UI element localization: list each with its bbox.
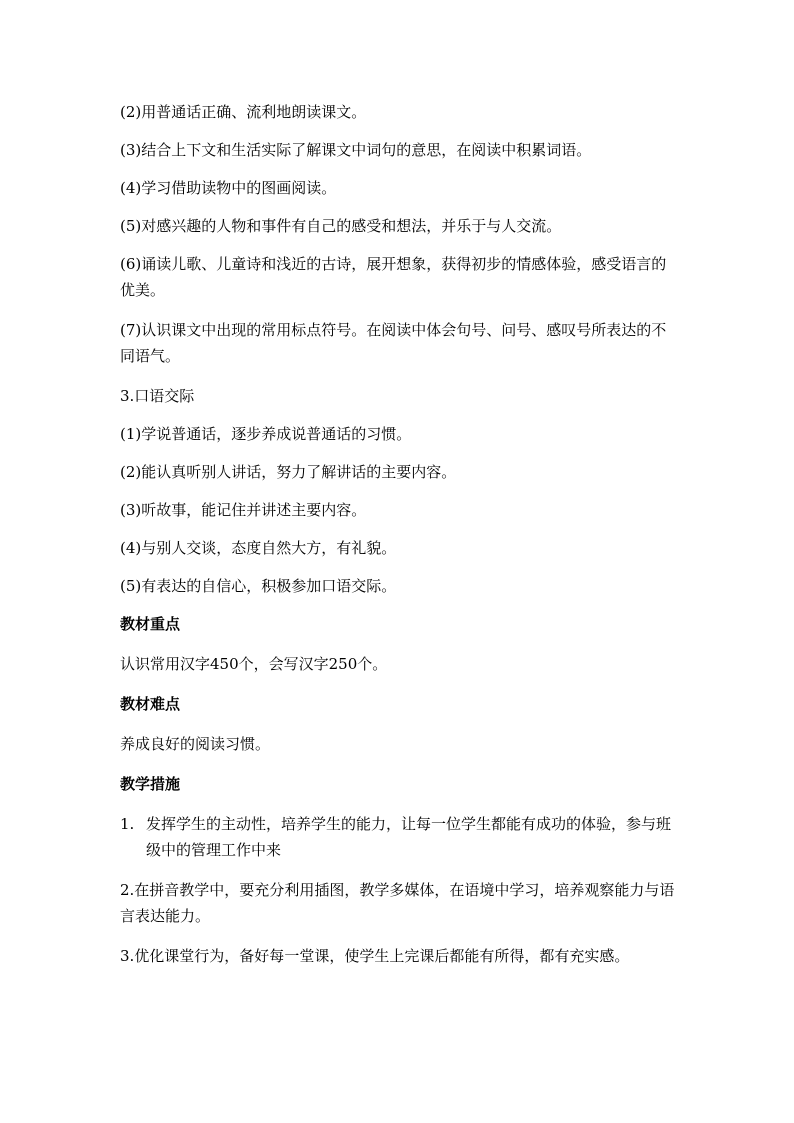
key-points-text: 认识常用汉字450个，会写汉字250个。 <box>120 655 388 673</box>
oral-section-title: 3.口语交际 <box>120 387 195 405</box>
document-page <box>120 99 676 983</box>
measure-item-1-number: 1. <box>120 815 135 833</box>
reading-item-2: (2)用普通话正确、流利地朗读课文。 <box>120 103 367 121</box>
measure-item-1 <box>120 811 676 863</box>
measure-item-3: 3.优化课堂行为，备好每一堂课，使学生上完课后都能有所得，都有充实感。 <box>120 947 630 965</box>
key-points-heading: 教材重点 <box>120 615 181 633</box>
measure-item-1-text: 发挥学生的主动性，培养学生的能力，让每一位学生都能有成功的体验，参与班级中的管理工作中来 <box>146 815 672 859</box>
oral-item-4: (4)与别人交谈，态度自然大方，有礼貌。 <box>120 539 397 557</box>
reading-item-5: (5)对感兴趣的人物和事件有自己的感受和想法，并乐于与人交流。 <box>120 217 562 235</box>
difficult-points-text: 养成良好的阅读习惯。 <box>120 735 271 753</box>
oral-item-2: (2)能认真听别人讲话，努力了解讲话的主要内容。 <box>120 463 457 481</box>
reading-item-3: (3)结合上下文和生活实际了解课文中词句的意思，在阅读中积累词语。 <box>120 141 592 159</box>
measures-heading: 教学措施 <box>120 775 181 793</box>
difficult-points-heading: 教材难点 <box>120 695 181 713</box>
oral-item-5: (5)有表达的自信心，积极参加口语交际。 <box>120 577 397 595</box>
reading-item-6: (6)诵读儿歌、儿童诗和浅近的古诗，展开想象，获得初步的情感体验，感受语言的优美。 <box>120 255 667 299</box>
reading-item-7: (7)认识课文中出现的常用标点符号。在阅读中体会句号、问号、感叹号所表达的不同语气。 <box>120 321 667 365</box>
oral-item-3: (3)听故事，能记住并讲述主要内容。 <box>120 501 367 519</box>
oral-item-1: (1)学说普通话，逐步养成说普通话的习惯。 <box>120 425 412 443</box>
measure-item-2: 2.在拼音教学中，要充分利用插图，教学多媒体，在语境中学习，培养观察能力与语言表达能力。 <box>120 881 675 925</box>
reading-item-4: (4)学习借助读物中的图画阅读。 <box>120 179 337 197</box>
